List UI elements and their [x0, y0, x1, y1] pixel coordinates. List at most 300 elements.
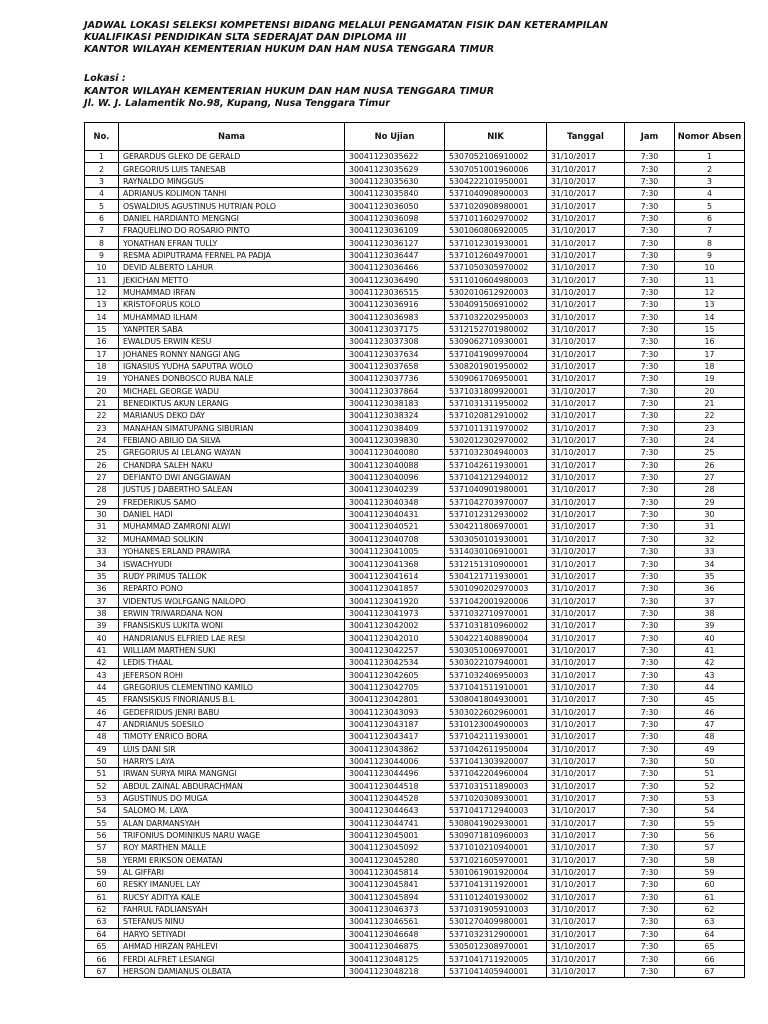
cell-nik: 5371042001920006: [445, 595, 547, 607]
table-row: [85, 175, 745, 187]
cell-no-ujian: 30041123035630: [345, 175, 445, 187]
cell-no: 53: [85, 792, 119, 804]
cell-jam: 7:30: [625, 496, 675, 508]
cell-nama: RESMA ADIPUTRAMA FERNEL PA PADJA: [119, 249, 345, 261]
cell-nik: 5305012308970001: [445, 941, 547, 953]
cell-nama: ISWACHYUDI: [119, 558, 345, 570]
cell-no-ujian: 30041123036916: [345, 299, 445, 311]
cell-no-ujian: 30041123048218: [345, 965, 445, 977]
cell-nama: JUSTUS J DABERTHO SALEAN: [119, 484, 345, 496]
cell-no: 46: [85, 706, 119, 718]
cell-nomor-absen: 65: [675, 941, 745, 953]
cell-nama: CHANDRA SALEH NAKU: [119, 459, 345, 471]
cell-tanggal: 31/10/2017: [547, 829, 625, 841]
cell-no: 49: [85, 743, 119, 755]
cell-jam: 7:30: [625, 743, 675, 755]
cell-no: 5: [85, 200, 119, 212]
cell-nomor-absen: 67: [675, 965, 745, 977]
table-row: [85, 262, 745, 274]
cell-nomor-absen: 59: [675, 866, 745, 878]
cell-jam: 7:30: [625, 200, 675, 212]
cell-nama: RUCSY ADITYA KALE: [119, 891, 345, 903]
cell-nik: 5304222101950001: [445, 175, 547, 187]
cell-nomor-absen: 30: [675, 508, 745, 520]
cell-no-ujian: 30041123041005: [345, 546, 445, 558]
cell-jam: 7:30: [625, 620, 675, 632]
cell-no: 61: [85, 891, 119, 903]
cell-nomor-absen: 5: [675, 200, 745, 212]
cell-jam: 7:30: [625, 891, 675, 903]
cell-no-ujian: 30041123040239: [345, 484, 445, 496]
cell-no-ujian: 30041123037864: [345, 385, 445, 397]
cell-tanggal: 31/10/2017: [547, 521, 625, 533]
cell-nama: REPARTO PONO: [119, 583, 345, 595]
cell-nomor-absen: 16: [675, 336, 745, 348]
cell-nama: ERWIN TRIWARDANA NON: [119, 607, 345, 619]
cell-no-ujian: 30041123042010: [345, 632, 445, 644]
cell-jam: 7:30: [625, 484, 675, 496]
table-row: [85, 644, 745, 656]
header-col-tanggal: Tanggal: [547, 123, 625, 151]
cell-no-ujian: 30041123045814: [345, 866, 445, 878]
cell-tanggal: 31/10/2017: [547, 632, 625, 644]
cell-no: 11: [85, 274, 119, 286]
cell-jam: 7:30: [625, 397, 675, 409]
cell-nama: GREGORIUS AI LELANG WAYAN: [119, 447, 345, 459]
header-col-no-ujian: No Ujian: [345, 123, 445, 151]
cell-no: 32: [85, 533, 119, 545]
table-row: [85, 570, 745, 582]
cell-nik: 5371041712940003: [445, 805, 547, 817]
cell-no-ujian: 30041123040431: [345, 508, 445, 520]
cell-no: 20: [85, 385, 119, 397]
cell-tanggal: 31/10/2017: [547, 212, 625, 224]
cell-tanggal: 31/10/2017: [547, 694, 625, 706]
cell-nama: VIDENTUS WOLFGANG NAILOPO: [119, 595, 345, 607]
cell-no-ujian: 30041123044528: [345, 792, 445, 804]
cell-tanggal: 31/10/2017: [547, 299, 625, 311]
table-row: [85, 422, 745, 434]
cell-no: 38: [85, 607, 119, 619]
cell-jam: 7:30: [625, 533, 675, 545]
cell-jam: 7:30: [625, 817, 675, 829]
cell-nomor-absen: 43: [675, 669, 745, 681]
cell-no: 36: [85, 583, 119, 595]
table-row: [85, 385, 745, 397]
cell-nama: ROY MARTHEN MALLE: [119, 842, 345, 854]
cell-tanggal: 31/10/2017: [547, 644, 625, 656]
cell-no: 24: [85, 434, 119, 446]
cell-tanggal: 31/10/2017: [547, 360, 625, 372]
cell-nik: 5301061901920004: [445, 866, 547, 878]
cell-nomor-absen: 10: [675, 262, 745, 274]
cell-tanggal: 31/10/2017: [547, 842, 625, 854]
cell-nama: HARRYS LAYA: [119, 755, 345, 767]
cell-no-ujian: 30041123045841: [345, 879, 445, 891]
cell-nik: 5312151310900001: [445, 558, 547, 570]
table-row: [85, 373, 745, 385]
cell-nomor-absen: 26: [675, 459, 745, 471]
cell-nama: TIMOTY ENRICO BORA: [119, 731, 345, 743]
location-label: Lokasi :: [84, 73, 126, 84]
table-row: [85, 780, 745, 792]
cell-nik: 5371032312900001: [445, 928, 547, 940]
table-row: [85, 706, 745, 718]
cell-no-ujian: 30041123036490: [345, 274, 445, 286]
cell-nomor-absen: 40: [675, 632, 745, 644]
cell-tanggal: 31/10/2017: [547, 508, 625, 520]
table-row: [85, 484, 745, 496]
cell-nomor-absen: 21: [675, 397, 745, 409]
cell-no-ujian: 30041123045894: [345, 891, 445, 903]
cell-no: 15: [85, 323, 119, 335]
cell-nik: 5309071810960003: [445, 829, 547, 841]
cell-no-ujian: 30041123041857: [345, 583, 445, 595]
cell-no-ujian: 30041123042705: [345, 681, 445, 693]
cell-no: 47: [85, 718, 119, 730]
table-row: [85, 743, 745, 755]
cell-tanggal: 31/10/2017: [547, 546, 625, 558]
cell-nama: MARIANUS DEKO DAY: [119, 410, 345, 422]
cell-nama: MUHAMMAD SOLIKIN: [119, 533, 345, 545]
cell-nama: DANIEL HARDIANTO MENGNGI: [119, 212, 345, 224]
cell-nik: 5371031511890003: [445, 780, 547, 792]
cell-nomor-absen: 51: [675, 768, 745, 780]
cell-no: 28: [85, 484, 119, 496]
cell-jam: 7:30: [625, 286, 675, 298]
cell-no: 44: [85, 681, 119, 693]
table-row: [85, 151, 745, 163]
table-row: [85, 632, 745, 644]
cell-no: 50: [85, 755, 119, 767]
cell-no: 19: [85, 373, 119, 385]
cell-jam: 7:30: [625, 570, 675, 582]
cell-tanggal: 31/10/2017: [547, 903, 625, 915]
cell-no-ujian: 30041123041973: [345, 607, 445, 619]
cell-nik: 5371032710970001: [445, 607, 547, 619]
cell-jam: 7:30: [625, 669, 675, 681]
table-row: [85, 842, 745, 854]
cell-tanggal: 31/10/2017: [547, 583, 625, 595]
cell-tanggal: 31/10/2017: [547, 866, 625, 878]
cell-no-ujian: 30041123035622: [345, 151, 445, 163]
cell-nama: MUHAMMAD ILHAM: [119, 311, 345, 323]
cell-jam: 7:30: [625, 718, 675, 730]
cell-nomor-absen: 14: [675, 311, 745, 323]
cell-no-ujian: 30041123040521: [345, 521, 445, 533]
table-row: [85, 941, 745, 953]
cell-no-ujian: 30041123043862: [345, 743, 445, 755]
table-row: [85, 903, 745, 915]
cell-nomor-absen: 8: [675, 237, 745, 249]
cell-no-ujian: 30041123041614: [345, 570, 445, 582]
cell-nik: 5371041303920007: [445, 755, 547, 767]
cell-jam: 7:30: [625, 373, 675, 385]
cell-jam: 7:30: [625, 360, 675, 372]
cell-no: 48: [85, 731, 119, 743]
cell-tanggal: 31/10/2017: [547, 805, 625, 817]
cell-jam: 7:30: [625, 854, 675, 866]
cell-no: 31: [85, 521, 119, 533]
cell-nama: MUHAMMAD IRFAN: [119, 286, 345, 298]
cell-no: 39: [85, 620, 119, 632]
table-row: [85, 274, 745, 286]
table-row: [85, 916, 745, 928]
cell-nik: 5303022107940001: [445, 657, 547, 669]
table-row: [85, 200, 745, 212]
cell-tanggal: 31/10/2017: [547, 669, 625, 681]
cell-no: 12: [85, 286, 119, 298]
cell-nik: 5371042204960004: [445, 768, 547, 780]
cell-no-ujian: 30041123042605: [345, 669, 445, 681]
cell-nik: 5371042611950004: [445, 743, 547, 755]
cell-tanggal: 31/10/2017: [547, 941, 625, 953]
cell-jam: 7:30: [625, 188, 675, 200]
cell-nomor-absen: 11: [675, 274, 745, 286]
cell-jam: 7:30: [625, 471, 675, 483]
cell-tanggal: 31/10/2017: [547, 348, 625, 360]
cell-no-ujian: 30041123046875: [345, 941, 445, 953]
cell-nik: 5371050305970002: [445, 262, 547, 274]
cell-jam: 7:30: [625, 175, 675, 187]
cell-nomor-absen: 32: [675, 533, 745, 545]
cell-no-ujian: 30041123045001: [345, 829, 445, 841]
cell-jam: 7:30: [625, 941, 675, 953]
cell-jam: 7:30: [625, 768, 675, 780]
cell-tanggal: 31/10/2017: [547, 163, 625, 175]
cell-nama: ALAN DARMANSYAH: [119, 817, 345, 829]
cell-nik: 5311010604980003: [445, 274, 547, 286]
cell-nama: JEKICHAN METTO: [119, 274, 345, 286]
cell-nik: 5312152701980002: [445, 323, 547, 335]
cell-tanggal: 31/10/2017: [547, 768, 625, 780]
cell-nomor-absen: 53: [675, 792, 745, 804]
table-row: [85, 237, 745, 249]
header-col-nik: NIK: [445, 123, 547, 151]
cell-no: 21: [85, 397, 119, 409]
cell-nama: DEFIANTO DWI ANGGIAWAN: [119, 471, 345, 483]
table-row: [85, 607, 745, 619]
cell-nomor-absen: 38: [675, 607, 745, 619]
cell-nomor-absen: 55: [675, 817, 745, 829]
cell-nik: 5371011602970002: [445, 212, 547, 224]
cell-no: 55: [85, 817, 119, 829]
cell-nama: IGNASIUS YUDHA SAPUTRA WOLO: [119, 360, 345, 372]
cell-jam: 7:30: [625, 657, 675, 669]
cell-nama: HERSON DAMIANUS OLBATA: [119, 965, 345, 977]
cell-nama: BENEDIKTUS AKUN LERANG: [119, 397, 345, 409]
cell-jam: 7:30: [625, 681, 675, 693]
cell-jam: 7:30: [625, 953, 675, 965]
cell-no: 26: [85, 459, 119, 471]
cell-nomor-absen: 34: [675, 558, 745, 570]
cell-nik: 5371031311950002: [445, 397, 547, 409]
cell-jam: 7:30: [625, 410, 675, 422]
cell-no-ujian: 30041123046648: [345, 928, 445, 940]
cell-no: 4: [85, 188, 119, 200]
cell-nik: 5301270409980001: [445, 916, 547, 928]
cell-no-ujian: 30041123048125: [345, 953, 445, 965]
cell-jam: 7:30: [625, 249, 675, 261]
cell-nik: 5371012312930002: [445, 508, 547, 520]
cell-jam: 7:30: [625, 274, 675, 286]
cell-no: 2: [85, 163, 119, 175]
cell-jam: 7:30: [625, 607, 675, 619]
cell-nik: 5371012604970001: [445, 249, 547, 261]
cell-nomor-absen: 46: [675, 706, 745, 718]
cell-jam: 7:30: [625, 336, 675, 348]
table-row: [85, 496, 745, 508]
cell-no-ujian: 30041123036983: [345, 311, 445, 323]
cell-nik: 5307051001960006: [445, 163, 547, 175]
table-row: [85, 558, 745, 570]
cell-no-ujian: 30041123036109: [345, 225, 445, 237]
cell-tanggal: 31/10/2017: [547, 570, 625, 582]
cell-tanggal: 31/10/2017: [547, 743, 625, 755]
cell-no: 22: [85, 410, 119, 422]
cell-nomor-absen: 6: [675, 212, 745, 224]
cell-no-ujian: 30041123036447: [345, 249, 445, 261]
cell-no: 54: [85, 805, 119, 817]
table-row: [85, 410, 745, 422]
cell-nomor-absen: 27: [675, 471, 745, 483]
cell-no: 63: [85, 916, 119, 928]
cell-nama: RESKY IMANUEL LAY: [119, 879, 345, 891]
cell-nik: 5310123004900003: [445, 718, 547, 730]
cell-no: 6: [85, 212, 119, 224]
table-row: [85, 681, 745, 693]
cell-no: 45: [85, 694, 119, 706]
cell-tanggal: 31/10/2017: [547, 373, 625, 385]
cell-no-ujian: 30041123044643: [345, 805, 445, 817]
cell-tanggal: 31/10/2017: [547, 817, 625, 829]
cell-nama: RUDY PRIMUS TALLOK: [119, 570, 345, 582]
cell-nama: YOHANES DONBOSCO RUBA NALE: [119, 373, 345, 385]
cell-no-ujian: 30041123036466: [345, 262, 445, 274]
cell-no: 62: [85, 903, 119, 915]
cell-nik: 5303051006970001: [445, 644, 547, 656]
cell-nik: 5308041902930001: [445, 817, 547, 829]
cell-nik: 5301060806920005: [445, 225, 547, 237]
cell-no-ujian: 30041123040080: [345, 447, 445, 459]
cell-nomor-absen: 54: [675, 805, 745, 817]
cell-no: 34: [85, 558, 119, 570]
cell-nomor-absen: 18: [675, 360, 745, 372]
cell-nomor-absen: 15: [675, 323, 745, 335]
cell-nomor-absen: 35: [675, 570, 745, 582]
table-row: [85, 718, 745, 730]
cell-tanggal: 31/10/2017: [547, 422, 625, 434]
cell-tanggal: 31/10/2017: [547, 607, 625, 619]
cell-tanggal: 31/10/2017: [547, 916, 625, 928]
cell-jam: 7:30: [625, 447, 675, 459]
cell-nik: 5371020308930001: [445, 792, 547, 804]
cell-no-ujian: 30041123035840: [345, 188, 445, 200]
cell-nama: GREGORIUS LUIS TANESAB: [119, 163, 345, 175]
cell-nama: HANDRIANUS ELFRIED LAE RESI: [119, 632, 345, 644]
cell-no: 25: [85, 447, 119, 459]
cell-no: 23: [85, 422, 119, 434]
cell-nomor-absen: 33: [675, 546, 745, 558]
cell-nik: 5308041804930001: [445, 694, 547, 706]
table-row: [85, 829, 745, 841]
cell-no: 41: [85, 644, 119, 656]
cell-tanggal: 31/10/2017: [547, 397, 625, 409]
cell-no-ujian: 30041123042801: [345, 694, 445, 706]
cell-nik: 5308201901950002: [445, 360, 547, 372]
table-row: [85, 965, 745, 977]
cell-nik: 5309062710930001: [445, 336, 547, 348]
cell-jam: 7:30: [625, 385, 675, 397]
cell-tanggal: 31/10/2017: [547, 188, 625, 200]
table-row: [85, 360, 745, 372]
cell-nama: HARYO SETIYADI: [119, 928, 345, 940]
cell-no-ujian: 30041123045092: [345, 842, 445, 854]
cell-nik: 5371042111930001: [445, 731, 547, 743]
cell-jam: 7:30: [625, 299, 675, 311]
table-row: [85, 336, 745, 348]
cell-no: 37: [85, 595, 119, 607]
cell-no-ujian: 30041123039830: [345, 434, 445, 446]
cell-nik: 5371040901980001: [445, 484, 547, 496]
cell-nomor-absen: 4: [675, 188, 745, 200]
cell-jam: 7:30: [625, 694, 675, 706]
table-row: [85, 459, 745, 471]
table-row: [85, 546, 745, 558]
header-title-line-2: KUALIFIKASI PENDIDIKAN SLTA SEDERAJAT DAN DIPLOMA III: [84, 32, 407, 43]
cell-jam: 7:30: [625, 422, 675, 434]
table-row: [85, 805, 745, 817]
cell-tanggal: 31/10/2017: [547, 434, 625, 446]
cell-tanggal: 31/10/2017: [547, 928, 625, 940]
cell-tanggal: 31/10/2017: [547, 533, 625, 545]
cell-no: 8: [85, 237, 119, 249]
table-row: [85, 188, 745, 200]
cell-nik: 5371041311920001: [445, 879, 547, 891]
cell-nik: 5307052106910002: [445, 151, 547, 163]
cell-no-ujian: 30041123046373: [345, 903, 445, 915]
cell-jam: 7:30: [625, 866, 675, 878]
cell-tanggal: 31/10/2017: [547, 558, 625, 570]
cell-no-ujian: 30041123043417: [345, 731, 445, 743]
cell-no: 40: [85, 632, 119, 644]
table-header-row: [85, 123, 745, 151]
cell-nama: SALOMO M. LAYA: [119, 805, 345, 817]
cell-no: 14: [85, 311, 119, 323]
cell-nama: RAYNALDO MINGGUS: [119, 175, 345, 187]
cell-no: 9: [85, 249, 119, 261]
cell-no-ujian: 30041123042002: [345, 620, 445, 632]
cell-nik: 5371041405940001: [445, 965, 547, 977]
cell-jam: 7:30: [625, 434, 675, 446]
cell-nik: 5371010210940001: [445, 842, 547, 854]
cell-nomor-absen: 39: [675, 620, 745, 632]
cell-nik: 5303022602960001: [445, 706, 547, 718]
cell-nomor-absen: 56: [675, 829, 745, 841]
cell-nomor-absen: 62: [675, 903, 745, 915]
cell-nik: 5371021605970001: [445, 854, 547, 866]
cell-nama: GERARDUS GLEKO DE GERALD: [119, 151, 345, 163]
cell-nama: FRAQUELINO DO ROSARIO PINTO: [119, 225, 345, 237]
cell-no: 10: [85, 262, 119, 274]
cell-jam: 7:30: [625, 546, 675, 558]
header-title-line-3: KANTOR WILAYAH KEMENTERIAN HUKUM DAN HAM NUSA TENGGARA TIMUR: [84, 44, 495, 55]
cell-tanggal: 31/10/2017: [547, 879, 625, 891]
cell-no: 58: [85, 854, 119, 866]
table-row: [85, 471, 745, 483]
cell-jam: 7:30: [625, 792, 675, 804]
cell-nik: 5371011311970002: [445, 422, 547, 434]
